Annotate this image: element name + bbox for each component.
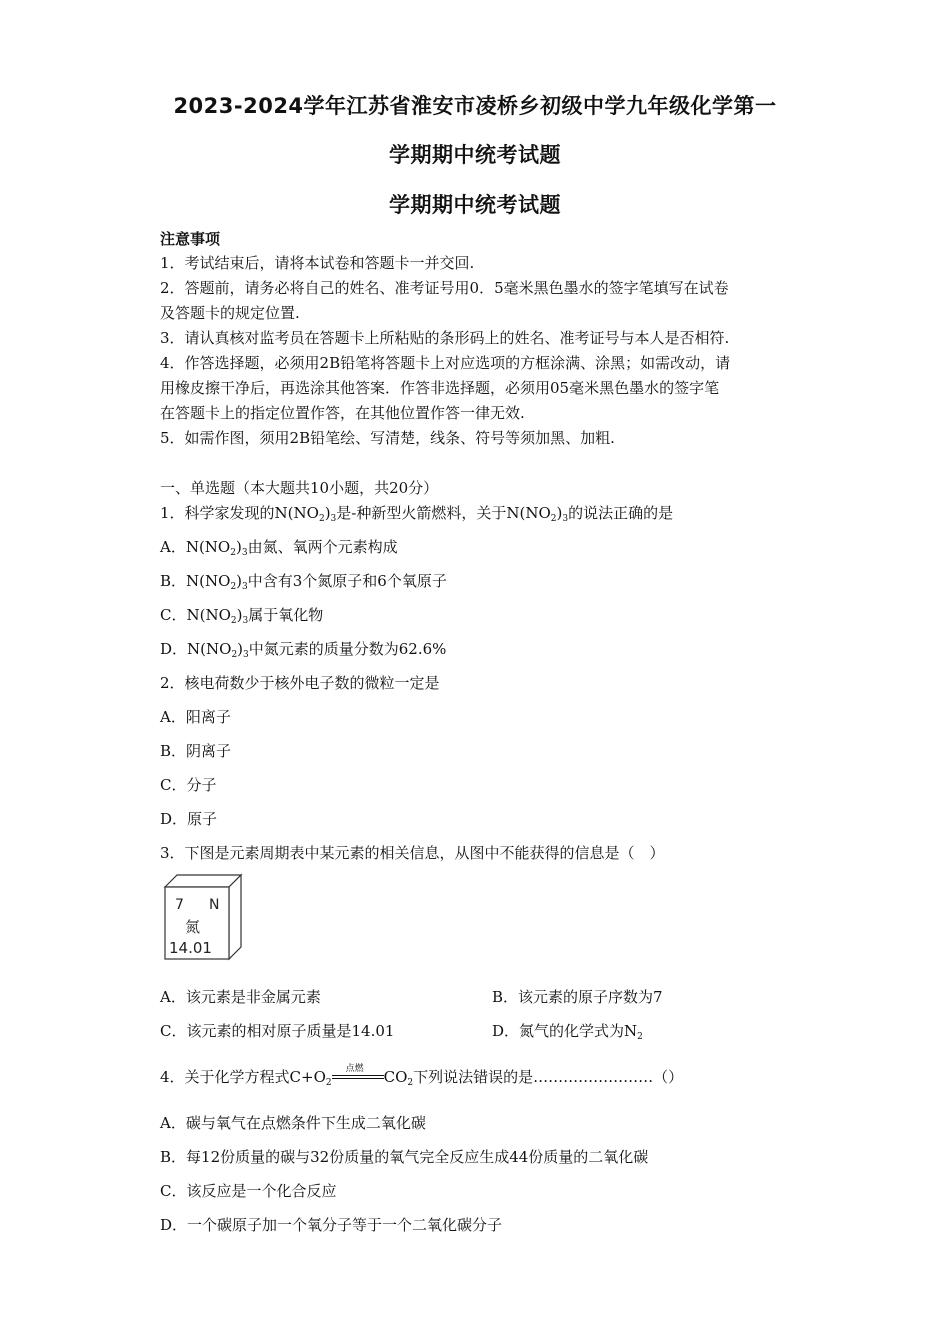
note-line: 1．考试结束后，请将本试卷和答题卡一并交回. <box>160 254 475 272</box>
note-line: 用橡皮擦干净后，再选涂其他答案．作答非选择题，必须用05毫米黑色墨水的签字笔 <box>160 379 720 397</box>
q3-option-d: D．氮气的化学式为$N_2$ <box>492 1022 643 1042</box>
note-line: 3．请认真核对监考员在答题卡上所粘贴的条形码上的姓名、准考证号与本人是否相符. <box>160 329 730 347</box>
note-line: 及答题卡的规定位置. <box>160 304 300 322</box>
q1-option-d: D．$N(NO_2)_3$中氮元素的质量分数为62.6% <box>160 640 447 660</box>
q2-option-b: B．阴离子 <box>160 742 232 760</box>
reaction-arrow <box>332 1064 384 1085</box>
section-heading: 一、单选题（本大题共10小题，共20分） <box>160 479 439 497</box>
q4-option-c: C．该反应是一个化合反应 <box>160 1182 337 1200</box>
element-symbol: N <box>209 897 220 913</box>
notes-heading: 注意事项 <box>160 230 221 248</box>
q1-stem: 1．科学家发现的$N(NO_2)_3$是-种新型火箭燃料，关于$N(NO_2)_3$的说法正确的是 <box>160 504 674 524</box>
q3-option-c: C．该元素的相对原子质量是14.01 <box>160 1022 395 1040</box>
note-line: 5．如需作图，须用2B铅笔绘、写清楚，线条、符号等须加黑、加粗. <box>160 429 615 447</box>
element-number: 7 <box>175 897 184 913</box>
element-card-figure <box>163 873 243 961</box>
note-line: 4．作答选择题，必须用2B铅笔将答题卡上对应选项的方框涂满、涂黑；如需改动，请 <box>160 354 731 372</box>
q4-stem: 4．关于化学方程式$C+O_2$ 点燃 $CO_2$下列说法错误的是……………………（） <box>160 1066 683 1088</box>
q2-option-c: C．分子 <box>160 776 217 794</box>
element-mass: 14.01 <box>169 939 212 957</box>
reaction-condition: 点燃 <box>345 1064 364 1074</box>
q2-option-d: D．原子 <box>160 810 218 828</box>
doc-title-line1: 2023-2024学年江苏省淮安市凌桥乡初级中学九年级化学第一 <box>173 94 777 118</box>
doc-title-line2: 学期期中统考试题 <box>389 143 561 167</box>
q2-stem: 2．核电荷数少于核外电子数的微粒一定是 <box>160 674 440 692</box>
q1-option-b: B．$N(NO_2)_3$中含有3个氮原子和6个氧原子 <box>160 572 447 592</box>
q4-option-b: B．每12份质量的碳与32份质量的氧气完全反应生成44份质量的二氧化碳 <box>160 1148 649 1166</box>
q4-option-a: A．碳与氧气在点燃条件下生成二氧化碳 <box>160 1114 426 1132</box>
q2-option-a: A．阳离子 <box>160 708 231 726</box>
q4-option-d: D．一个碳原子加一个氧分子等于一个二氧化碳分子 <box>160 1216 503 1234</box>
q3-stem: 3．下图是元素周期表中某元素的相关信息，从图中不能获得的信息是（ ） <box>160 844 665 862</box>
q1-option-a: A．$N(NO_2)_3$由氮、氧两个元素构成 <box>160 538 398 558</box>
doc-title-line3: 学期期中统考试题 <box>389 193 561 217</box>
note-line: 2．答题前，请务必将自己的姓名、准考证号用0．5毫米黑色墨水的签字笔填写在试卷 <box>160 279 729 297</box>
q1-option-c: C．$N(NO_2)_3$属于氧化物 <box>160 606 324 626</box>
note-line: 在答题卡上的指定位置作答，在其他位置作答一律无效. <box>160 404 525 422</box>
q3-option-a: A．该元素是非金属元素 <box>160 988 321 1006</box>
q3-option-b: B．该元素的原子序数为7 <box>492 988 663 1006</box>
element-name: 氮 <box>185 918 201 936</box>
